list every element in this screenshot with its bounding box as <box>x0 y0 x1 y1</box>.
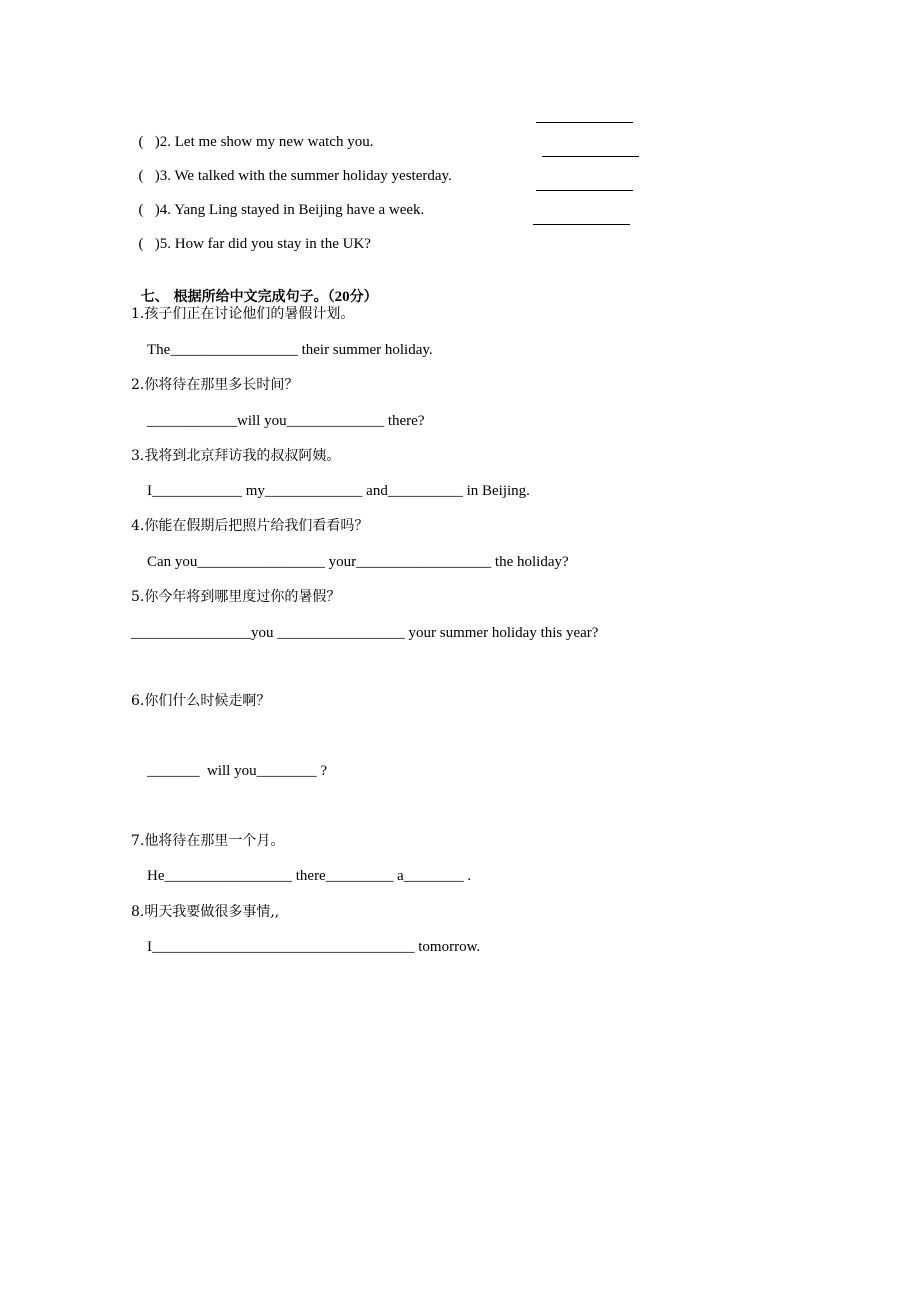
question-answer-7[interactable]: He_________________ there_________ a________ . <box>147 868 472 884</box>
question-answer-8[interactable]: I___________________________________ tomorrow. <box>147 939 481 955</box>
section-score: 20 <box>334 289 350 305</box>
correction-answer-line <box>536 190 633 191</box>
correction-item-5 <box>131 214 371 254</box>
question-answer-1[interactable]: The_________________ their summer holiday. <box>147 342 433 358</box>
section-heading <box>131 267 378 307</box>
correction-answer-line <box>536 122 633 123</box>
question-prompt-8: 8.明天我要做很多事情,, <box>131 904 280 920</box>
answer-bracket: ( ) <box>138 168 160 184</box>
answer-bracket: ( ) <box>138 236 160 252</box>
item-text: 3. We talked with the summer holiday yesterday. <box>159 168 452 184</box>
question-answer-4[interactable]: Can you_________________ your__________________ the holiday? <box>147 554 569 570</box>
question-answer-6[interactable]: _______ will you________ ? <box>147 763 327 779</box>
question-prompt-1: 1.孩子们正在讨论他们的暑假计划。 <box>131 306 355 322</box>
item-text: 4. Yang Ling stayed in Beijing have a week. <box>159 202 425 218</box>
item-text: 2. Let me show my new watch you. <box>159 134 374 150</box>
question-prompt-4: 4.你能在假期后把照片给我们看看吗？ <box>131 518 369 534</box>
answer-bracket: ( ) <box>138 134 160 150</box>
question-prompt-7: 7.他将待在那里一个月。 <box>131 833 285 849</box>
question-prompt-3: 3.我将到北京拜访我的叔叔阿姨。 <box>131 448 341 464</box>
question-prompt-6: 6.你们什么时候走啊？ <box>131 693 271 709</box>
correction-answer-line <box>542 156 639 157</box>
section-title: 七、 根据所给中文完成句子。（ <box>140 289 335 305</box>
question-answer-3[interactable]: I____________ my_____________ and__________ in Beijing. <box>147 483 530 499</box>
answer-bracket: ( ) <box>138 202 160 218</box>
item-text: 5. How far did you stay in the UK? <box>159 236 371 252</box>
correction-answer-line <box>533 224 630 225</box>
question-answer-2[interactable]: ____________will you_____________ there? <box>147 413 425 429</box>
question-prompt-2: 2.你将待在那里多长时间？ <box>131 377 299 393</box>
question-answer-5[interactable]: ________________you _________________ your summer holiday this year? <box>131 625 599 641</box>
question-prompt-5: 5.你今年将到哪里度过你的暑假？ <box>131 589 341 605</box>
section-title-end: 分） <box>349 289 378 305</box>
